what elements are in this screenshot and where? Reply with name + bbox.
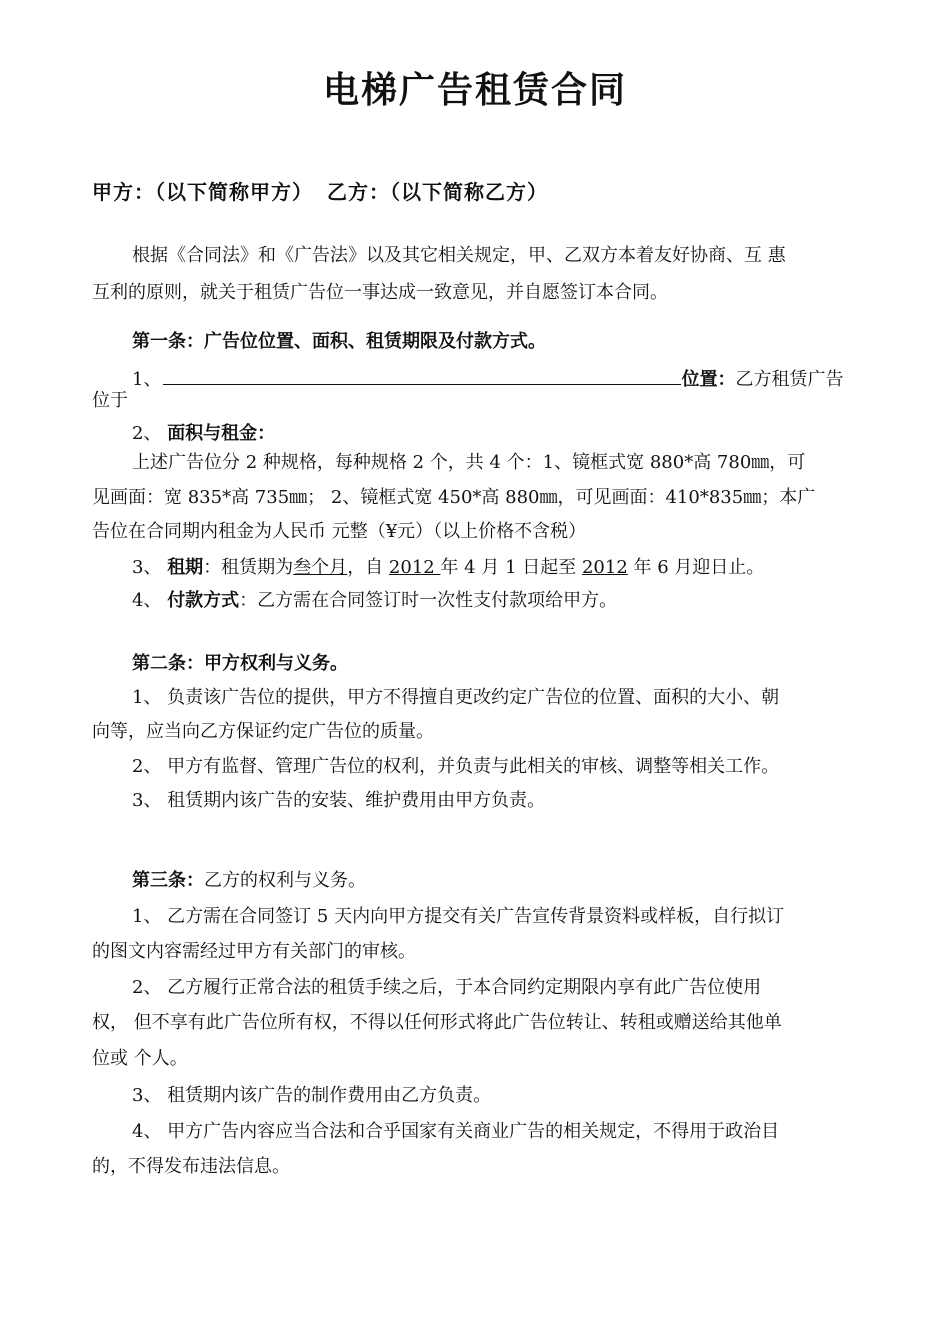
- article3-item2-line-3: 位或 个人。: [92, 1048, 188, 1069]
- article3-item1-line-1: 1、 乙方需在合同签订 5 天内向甲方提交有关广告宣传背景资料或样板，自行拟订: [132, 906, 785, 927]
- text-segment: 年 6 月迎日止。: [627, 557, 765, 578]
- item-number: 1、: [132, 369, 162, 390]
- item-label: 付款方式: [167, 590, 240, 611]
- article3-item3: 3、 租赁期内该广告的制作费用由乙方负责。: [132, 1085, 492, 1106]
- article1-item2-line-1: 上述广告位分 2 种规格，每种规格 2 个，共 4 个：1、镜框式宽 880*高 780㎜，可: [132, 452, 806, 473]
- article1-heading: 第一条：广告位位置、面积、租赁期限及付款方式。: [132, 331, 546, 352]
- article2-item2: 2、 甲方有监督、管理广告位的权利，并负责与此相关的审核、调整等相关工作。: [132, 756, 780, 777]
- text-segment: ：租赁期为: [203, 557, 294, 578]
- article2-item3: 3、 租赁期内该广告的安装、维护费用由甲方负责。: [132, 790, 546, 811]
- item-text: ：乙方需在合同签订时一次性支付款项给甲方。: [239, 590, 618, 611]
- location-blank-line: [163, 366, 681, 385]
- item-label: 面积与租金：: [167, 423, 276, 444]
- article3-item2-line-1: 2、 乙方履行正常合法的租赁手续之后，于本合同约定期限内享有此广告位使用: [132, 977, 762, 998]
- lease-period: 叁个月: [293, 557, 348, 578]
- article1-item2-line-2: 见画面：宽 835*高 735㎜； 2、镜框式宽 450*高 880㎜，可见画面：410*835㎜；本广: [92, 487, 816, 508]
- heading-text: 乙方的权利与义务。: [204, 870, 366, 891]
- start-year: 2012: [388, 557, 441, 578]
- item-text: 乙方租赁广告: [735, 369, 844, 390]
- article1-item1-cont: 位于: [92, 390, 128, 411]
- heading-number: 第三条：: [132, 870, 204, 891]
- party-b: 乙方：（以下简称乙方）: [327, 180, 548, 204]
- item-number: 3、: [132, 557, 162, 578]
- item-number: 2、: [132, 423, 162, 444]
- text-segment: 年 4 月 1 日起至: [440, 557, 582, 578]
- article2-item1-line-2: 向等，应当向乙方保证约定广告位的质量。: [92, 721, 434, 742]
- article3-item1-line-2: 的图文内容需经过甲方有关部门的审核。: [92, 941, 416, 962]
- article3-item4-line-1: 4、 甲方广告内容应当合法和合乎国家有关商业广告的相关规定，不得用于政治目: [132, 1121, 780, 1142]
- article1-item2-line-3: 告位在合同期内租金为人民币 元整（¥元）（以上价格不含税）: [92, 521, 587, 542]
- article2-heading: [132, 652, 872, 676]
- article1-item2-heading: [132, 422, 872, 446]
- item-label: 位置：: [681, 369, 736, 390]
- intro-line-2: 互利的原则，就关于租赁广告位一事达成一致意见，并自愿签订本合同。: [92, 282, 668, 303]
- heading-number: 第二条：: [132, 653, 204, 674]
- parties-line: [92, 180, 872, 204]
- intro-line-1: 根据《合同法》和《广告法》以及其它相关规定，甲、乙双方本着友好协商、互 惠: [132, 245, 786, 266]
- end-year: 2012: [581, 557, 628, 578]
- article2-item1-line-1: 1、 负责该广告位的提供，甲方不得擅自更改约定广告位的位置、面积的大小、朝: [132, 687, 780, 708]
- article1-item3: [132, 556, 872, 580]
- heading-text: 甲方权利与义务。: [204, 653, 348, 674]
- item-label: 租期: [167, 557, 204, 578]
- article3-item4-line-2: 的，不得发布违法信息。: [92, 1156, 290, 1177]
- text-segment: ，自: [347, 557, 389, 578]
- item-number: 4、: [132, 590, 162, 611]
- article3-item2-line-2: 权， 但不享有此广告位所有权，不得以任何形式将此广告位转让、转租或赠送给其他单: [92, 1012, 782, 1033]
- article1-item4: [132, 589, 872, 613]
- document-title: 电梯广告租赁合同: [322, 70, 627, 111]
- party-a: 甲方：（以下简称甲方）: [92, 180, 313, 204]
- article3-heading: [132, 869, 872, 893]
